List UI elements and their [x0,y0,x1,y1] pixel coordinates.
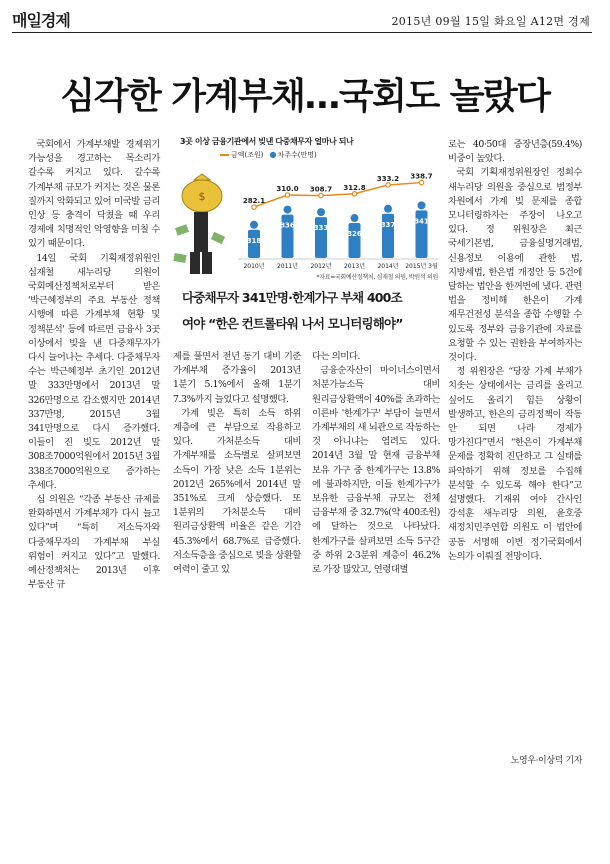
paragraph: 14일 국회 기획재정위원인 심재철 새누리당 의원이 국회예산정책처로부터 받은 '박근혜정부의 주요 부동산 정책 시행에 따른 가계부채 현황 및 정책분석' 등에 따르면 금융사 3곳 이상에서 빚을 낸 다중채무자가 다시 늘어나는 추세다. 다중채무자 수는 박근혜정부 초기인 2012년 말 333만명에서 2013년 말 326만명으로 감소했지만 2014년 337만명, 2015년 3월 341만명으로 다시 증가했다. 이들이 진 빚도 2012년 말 308조7000억원에서 2015년 3월 338조7000억원으로 증가하는 추세다. [28,252,160,491]
chart-title: 3곳 이상 금융기관에서 빚낸 다중채무자 얼마나 되나 [180,137,354,146]
line-value-label: 333.2 [376,174,400,183]
bar [315,208,327,258]
bar [416,201,428,258]
x-tick-label: 2010년 [243,263,265,270]
line-point [252,205,256,209]
bar [382,205,394,258]
paragraph: 심 의원은 “각종 부동산 규제를 완화하면서 가계부채가 다시 늘고 있다”며 “특히 저소득자와 다중채무자의 가계부채 부실 위험이 커지고 있다”고 말했다. 예산정책처는 2013년 이후 부동산 규 [28,494,160,591]
chart-source: *자료=국회예산정책처, 심재철 의원, 박원석 의원 [316,274,438,281]
paragraph: 정 위원장은 “당장 가계 부채가 치솟는 상태에서는 금리를 올리고 싶어도 올리기 힘든 상황이 발생하고, 한은의 금리정책이 작동 안 되면 나라 경제가 망가진다”면서 “한은이 가계부채 문제를 정확히 진단하고 그 실태를 파악하기 위해 정보를 수집해 분석할 수 있도록 해야 한다”고 설명했다. 기재위 여야 간사인 강석훈 새누리당 의원, 윤호중 새정치민주연합 의원도 이 법안에 공동 서명해 이번 정기국회에서 논의가 이뤄질 전망이다. [448,366,582,562]
bar-head [418,201,426,209]
bar-body [349,223,361,258]
bar-head [317,208,325,216]
paragraph: 국회 기획재정위원장인 정희수 새누리당 의원을 중심으로 범정부 차원에서 가계 빚 문제를 종합 모니터링하자는 주장이 나오고 있다. 정 위원장은 최근 국세기본법, 금융실명거래법, 신용정보 이용에 관한 법, 지방세법, 한은법 개정안 등 5건에 달하는 법안을 한꺼번에 냈다. 관련 법을 정비해 한은이 가계 재무건전성 분석을 종합 수행할 수 있도록 정부와 금융기관에 자료를 요청할 수 있는 권한을 부여하자는 것이다. [448,167,582,364]
subheadline [168,285,442,339]
line-point [386,183,390,187]
line-value-label: 312.8 [343,183,366,192]
bar-value-label: 333 [313,224,329,233]
body-column-right [448,138,582,564]
svg-text:$: $ [198,190,206,203]
line-point [285,193,289,197]
bar-head [384,205,392,213]
bar-value-label: 326 [347,230,362,239]
bar-head [250,221,258,229]
x-tick-label: 2014년 [377,263,399,270]
x-tick-label: 2015년 3월 [405,263,438,270]
x-tick-label: 2013년 [343,263,366,270]
top-rule [12,32,592,33]
legend-people: ●차주수(만명) [269,150,317,159]
bar-value-label: 318 [246,236,262,245]
line-point [319,193,323,197]
line-point [352,192,356,196]
headline: 심각한 가계부채…국회도 놀랐다 [60,76,550,117]
bar-value-label: 341 [414,217,429,226]
body-column-left [28,138,160,593]
bar-head [351,214,359,222]
x-tick-label: 2012년 [310,263,332,270]
bar-head [284,206,292,214]
masthead-logo: 매일경제 [12,11,70,30]
paragraph: 다는 의미다. [312,351,361,362]
paragraph: 금융순자산이 마이너스이면서 처분가능소득 대비 원리금상환액이 40%를 초과하는 이른바 '한계가구' 부담이 늘면서 가계부채의 새 뇌관으로 작동하는 것 아니냐는 염려도 있다. 2014년 3월 말 현재 금융부채 보유 가구 중 한계가구는 13.8%에 불과하지만, 이들 한계가구가 보유한 금융부채 규모는 전체 금융부채 중 32.7%(약 400조원)에 달하는 것으로 나타났다. 한계가구를 살펴보면 소득 5구간 중 하위 2·3분위 계층이 46.2%로 가장 많았고, 연령대별 [312,365,440,576]
bar [282,206,294,258]
line-point [419,180,423,184]
paragraph: 로는 40·50대 중장년층(59.4%) 비중이 높았다. [448,139,582,165]
x-tick-label: 2011년 [276,263,299,270]
line-value-label: 282.1 [242,197,266,206]
chart [168,134,440,284]
person-icon: ● [269,150,277,159]
body-column-mid-1 [173,350,301,577]
bar-value-label: 337 [380,220,396,229]
paragraph: 가계 빚은 특히 소득 하위 계층에 큰 부담으로 작용하고 있다. 가처분소득 대비 가계부채를 소득별로 살펴보면 소득이 가장 낮은 소득 1분위는 2012년 265%에서 2014년 말 351%로 크게 상승했다. 또 1분위의 가처분소득 대비 원리금상환액 비율은 같은 기간 45.3%에서 68.7%로 급증했다. 저소득층을 중심으로 빚을 상환할 여력이 줄고 있 [173,407,301,576]
subhead-line-1: 다중채무자 341만명·한계가구 부채 400조 [182,290,402,305]
bar-value-label: 336 [280,221,295,230]
line-value-label: 308.7 [309,185,333,194]
dateline: 2015년 09월 15일 화요일 A12면 경제 [391,15,590,28]
subhead-line-2: 여야 “한은 컨트롤타워 나서 모니터링해야” [182,316,403,331]
money-bag-illustration [173,174,225,274]
line-value-label: 338.7 [410,172,433,181]
legend-amount: 금액(조원) [220,150,264,160]
line-value-label: 310.0 [276,185,299,193]
body-column-mid-2 [312,350,440,577]
chart-plot [168,134,440,284]
paragraph: 국회에서 가계부채발 경제위기 가능성을 경고하는 목소리가 갈수록 커지고 있다. 갈수록 가계부채 규모가 커지는 것은 물론 질까지 악화되고 있어 미국발 금리 인상 등 충격이 닥쳤을 때 우리 경제에 치명적인 악영향을 미칠 수 있기 때문이다. [28,139,160,250]
byline: 노영우·이상덕 기자 [510,756,582,766]
paragraph: 제를 풀면서 전년 동기 대비 기준 가계부채 증가율이 2013년 1분기 5.1%에서 올해 1분기 7.3%까지 늘었다고 설명했다. [173,351,301,405]
